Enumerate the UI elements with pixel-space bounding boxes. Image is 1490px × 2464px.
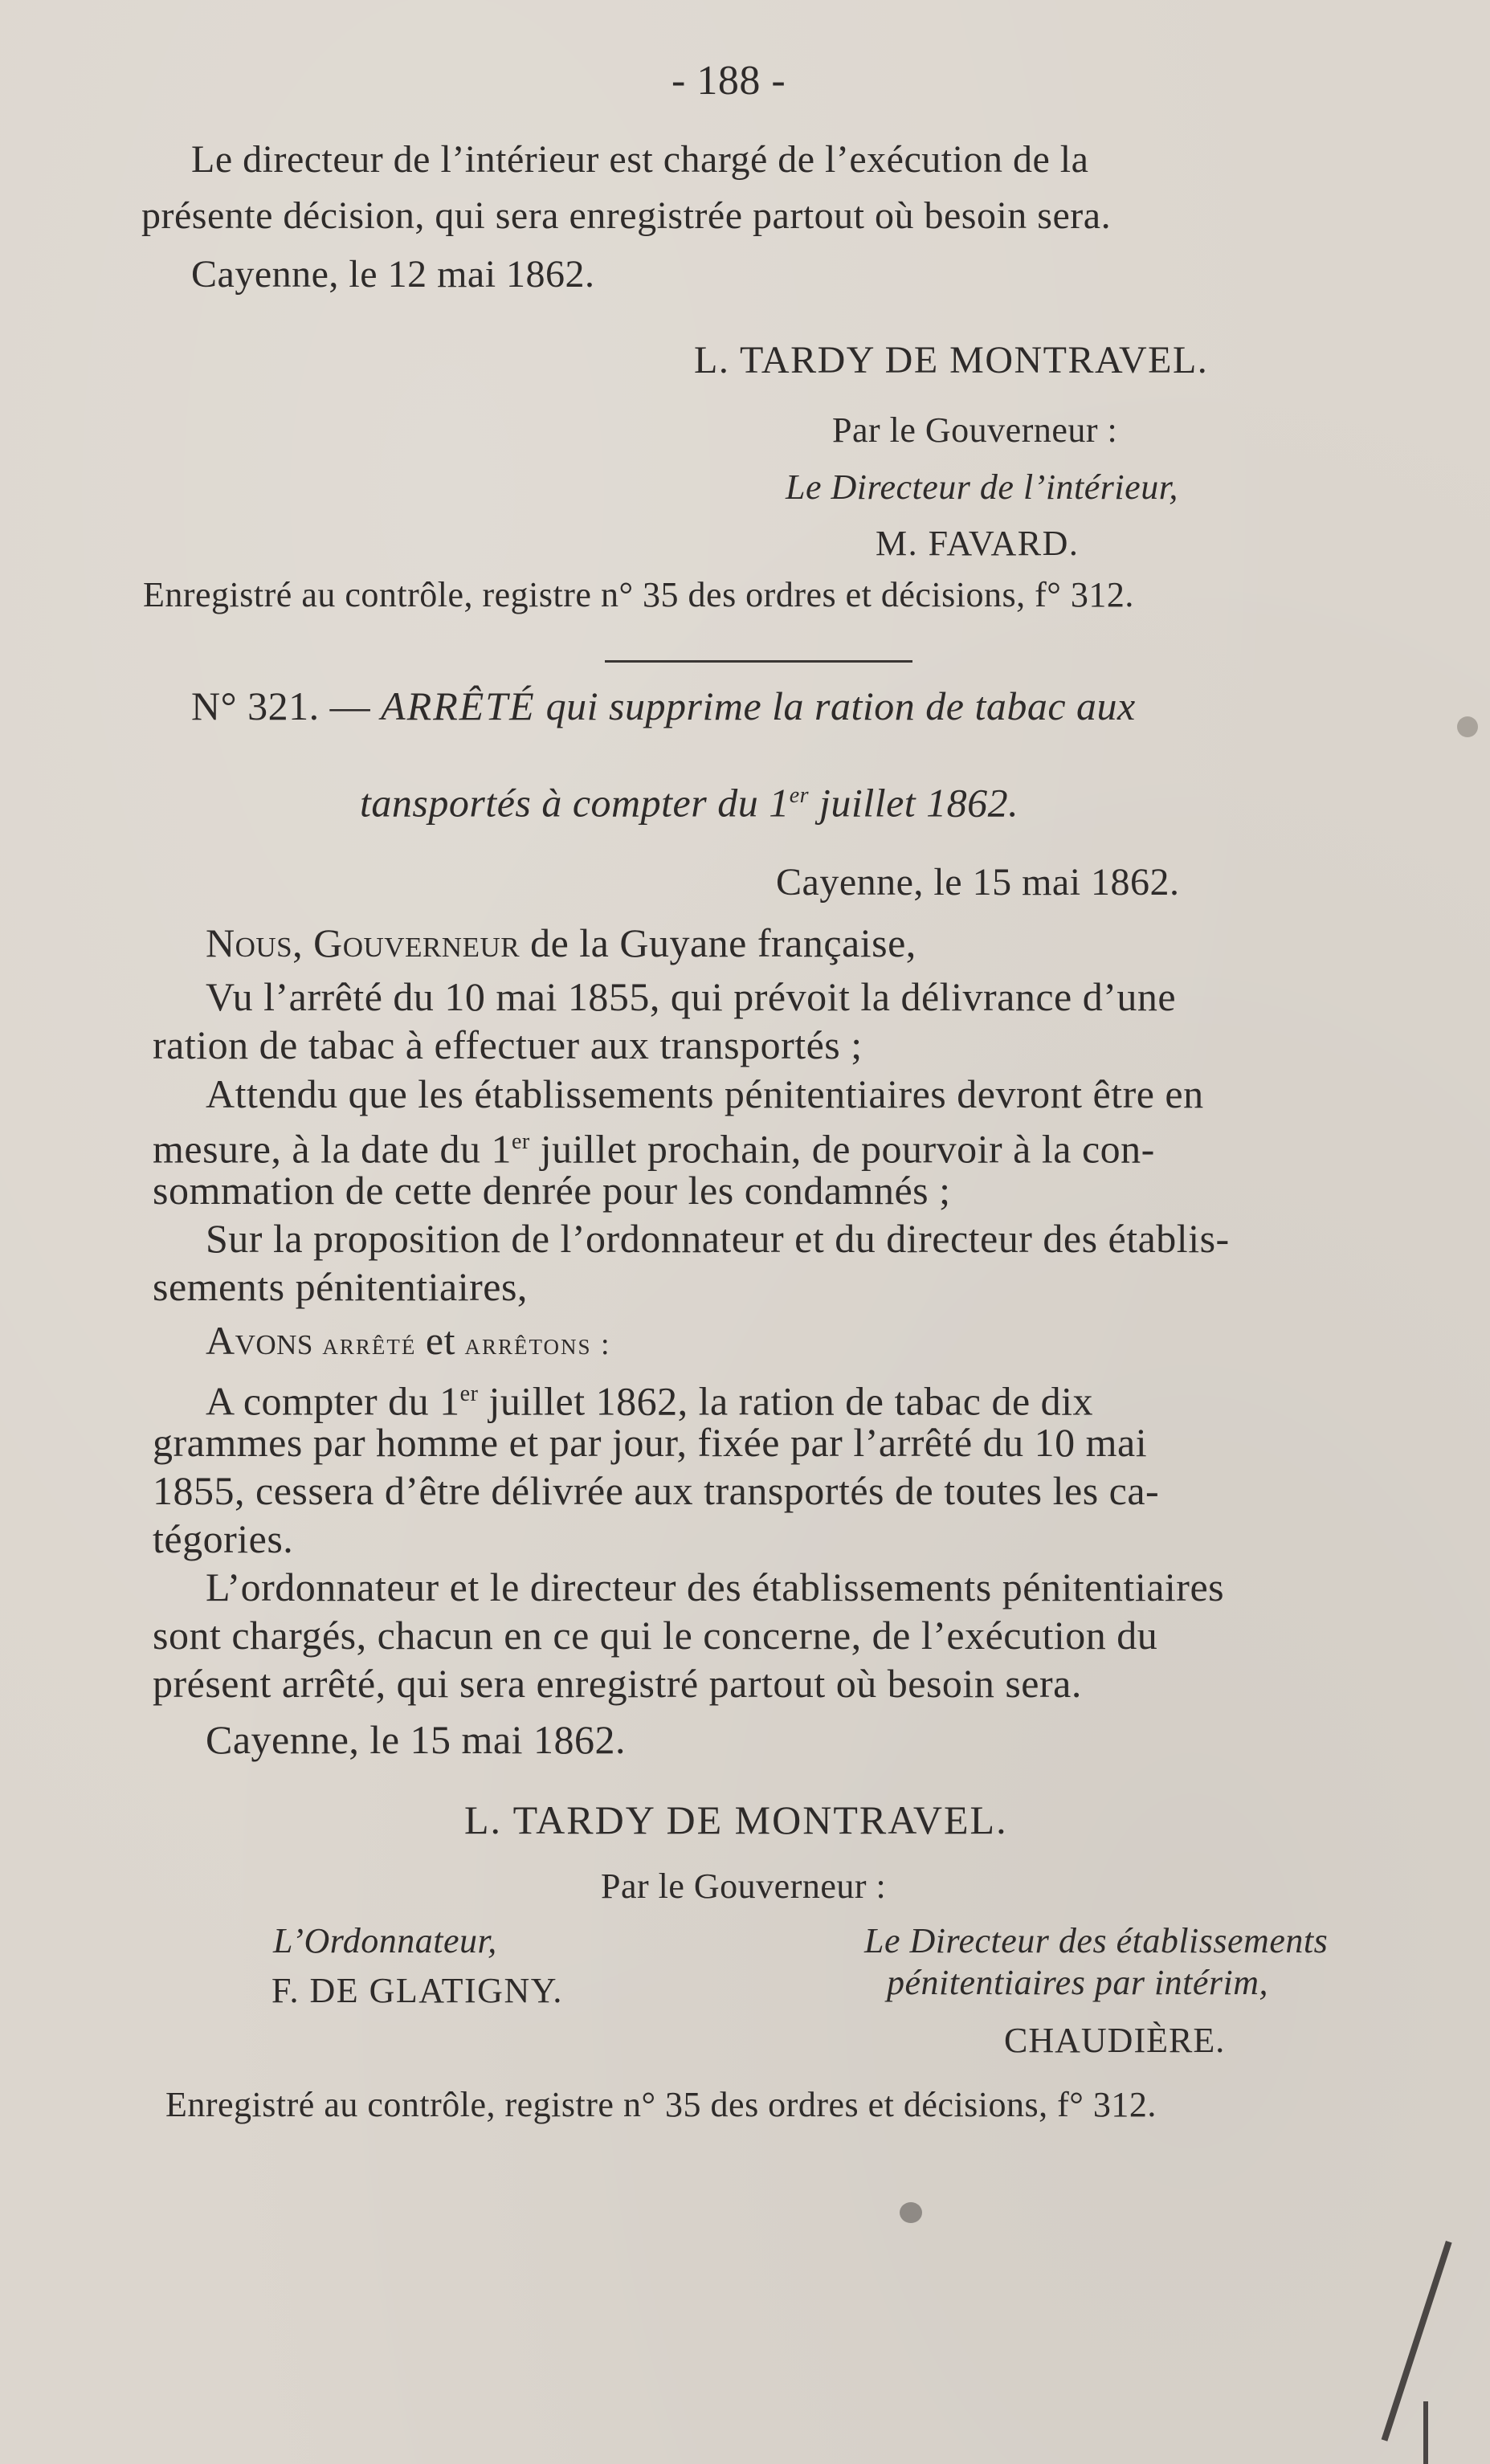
arrete-title-sup: er <box>789 783 810 808</box>
attendu-line-3: sommation de cette denrée pour les condamnés ; <box>153 1168 951 1213</box>
arrete-title-2b: juillet 1862. <box>809 780 1019 826</box>
nous-rest: de la Guyane française, <box>520 920 916 965</box>
decision-line-1: Le directeur de l’intérieur est chargé de l’exécution de la <box>191 138 1089 181</box>
article-line-3: 1855, cessera d’être délivrée aux transportés de toutes les ca- <box>153 1468 1160 1513</box>
decision-date: Cayenne, le 12 mai 1862. <box>191 253 595 296</box>
paper-mark <box>1382 2241 1452 2442</box>
directeur-name: CHAUDIÈRE. <box>1004 2021 1226 2060</box>
article-1b: juillet 1862, la ration de tabac de dix <box>478 1378 1094 1424</box>
nous-word: Nous, <box>206 920 314 965</box>
arrete-title-line-1 <box>191 683 1136 729</box>
ordonnateur-line-1: L’ordonnateur et le directeur des établissements pénitentiaires <box>206 1564 1225 1609</box>
decision-director-title: Le Directeur de l’intérieur, <box>786 467 1178 507</box>
article-sup: er <box>459 1381 479 1406</box>
article-1a: A compter du 1 <box>206 1378 460 1424</box>
attendu-line-1: Attendu que les établissements pénitentiaires devront être en <box>206 1071 1204 1116</box>
arrete-place-date: Cayenne, le 15 mai 1862. <box>776 861 1180 904</box>
arretons-word: arrêtons : <box>455 1328 611 1361</box>
attendu-sup: er <box>511 1129 530 1154</box>
arrete-word: arrêté <box>312 1328 426 1361</box>
decision-director-name: M. FAVARD. <box>876 524 1080 563</box>
ordonnateur-title: L’Ordonnateur, <box>273 1921 497 1960</box>
ordonnateur-line-3: présent arrêté, qui sera enregistré partout où besoin sera. <box>153 1661 1082 1706</box>
directeur-title-2: pénitentiaires par intérim, <box>887 1963 1269 2002</box>
decision-par-le-gouverneur: Par le Gouverneur : <box>832 410 1118 450</box>
decision-registration: Enregistré au contrôle, registre n° 35 des ordres et décisions, f° 312. <box>143 575 1134 614</box>
attendu-2a: mesure, à la date du 1 <box>153 1126 512 1172</box>
decision-line-2: présente décision, qui sera enregistrée partout où besoin sera. <box>141 194 1112 237</box>
et-word: et <box>425 1318 455 1363</box>
article-line-2: grammes par homme et par jour, fixée par l’arrêté du 10 mai <box>153 1420 1148 1465</box>
section-divider <box>605 660 912 663</box>
arrete-title-2a: tansportés à compter du 1 <box>360 780 790 826</box>
sur-line-2: sements pénitentiaires, <box>153 1264 528 1309</box>
arrete-par-le-gouverneur: Par le Gouverneur : <box>601 1866 887 1906</box>
arrete-date: Cayenne, le 15 mai 1862. <box>206 1717 626 1762</box>
decision-signer: L. TARDY DE MONTRAVEL. <box>694 339 1209 381</box>
avons-line <box>206 1317 611 1368</box>
paper-mark <box>1423 2401 1428 2464</box>
article-line-4: tégories. <box>153 1516 294 1561</box>
ink-spot <box>900 2202 922 2223</box>
attendu-2b: juillet prochain, de pourvoir à la con- <box>529 1126 1155 1172</box>
arrete-title-word: ARRÊTÉ <box>381 683 536 728</box>
arrete-signer: L. TARDY DE MONTRAVEL. <box>464 1797 1008 1842</box>
ordonnateur-name: F. DE GLATIGNY. <box>271 1971 563 2010</box>
ink-spot <box>1457 716 1478 737</box>
page-number: - 188 - <box>672 58 786 104</box>
arrete-title-rest: qui supprime la ration de tabac aux <box>545 683 1136 728</box>
avons-word: Avons <box>206 1318 313 1363</box>
nous-line <box>206 920 916 966</box>
article-line-1 <box>206 1371 1093 1425</box>
arrete-registration: Enregistré au contrôle, registre n° 35 des ordres et décisions, f° 312. <box>165 2085 1157 2124</box>
ordonnateur-line-2: sont chargés, chacun en ce qui le concerne, de l’exécution du <box>153 1613 1158 1658</box>
attendu-line-2 <box>153 1119 1155 1173</box>
sur-line-1: Sur la proposition de l’ordonnateur et du directeur des établis- <box>206 1216 1230 1261</box>
vu-line-2: ration de tabac à effectuer aux transportés ; <box>153 1022 863 1067</box>
gouverneur-word: Gouverneur <box>313 920 520 965</box>
vu-line-1: Vu l’arrêté du 10 mai 1855, qui prévoit la délivrance d’une <box>206 974 1177 1019</box>
arrete-title-line-2 <box>360 773 1019 826</box>
arrete-number: N° 321. — <box>191 683 371 728</box>
directeur-title-1: Le Directeur des établissements <box>864 1921 1329 1960</box>
